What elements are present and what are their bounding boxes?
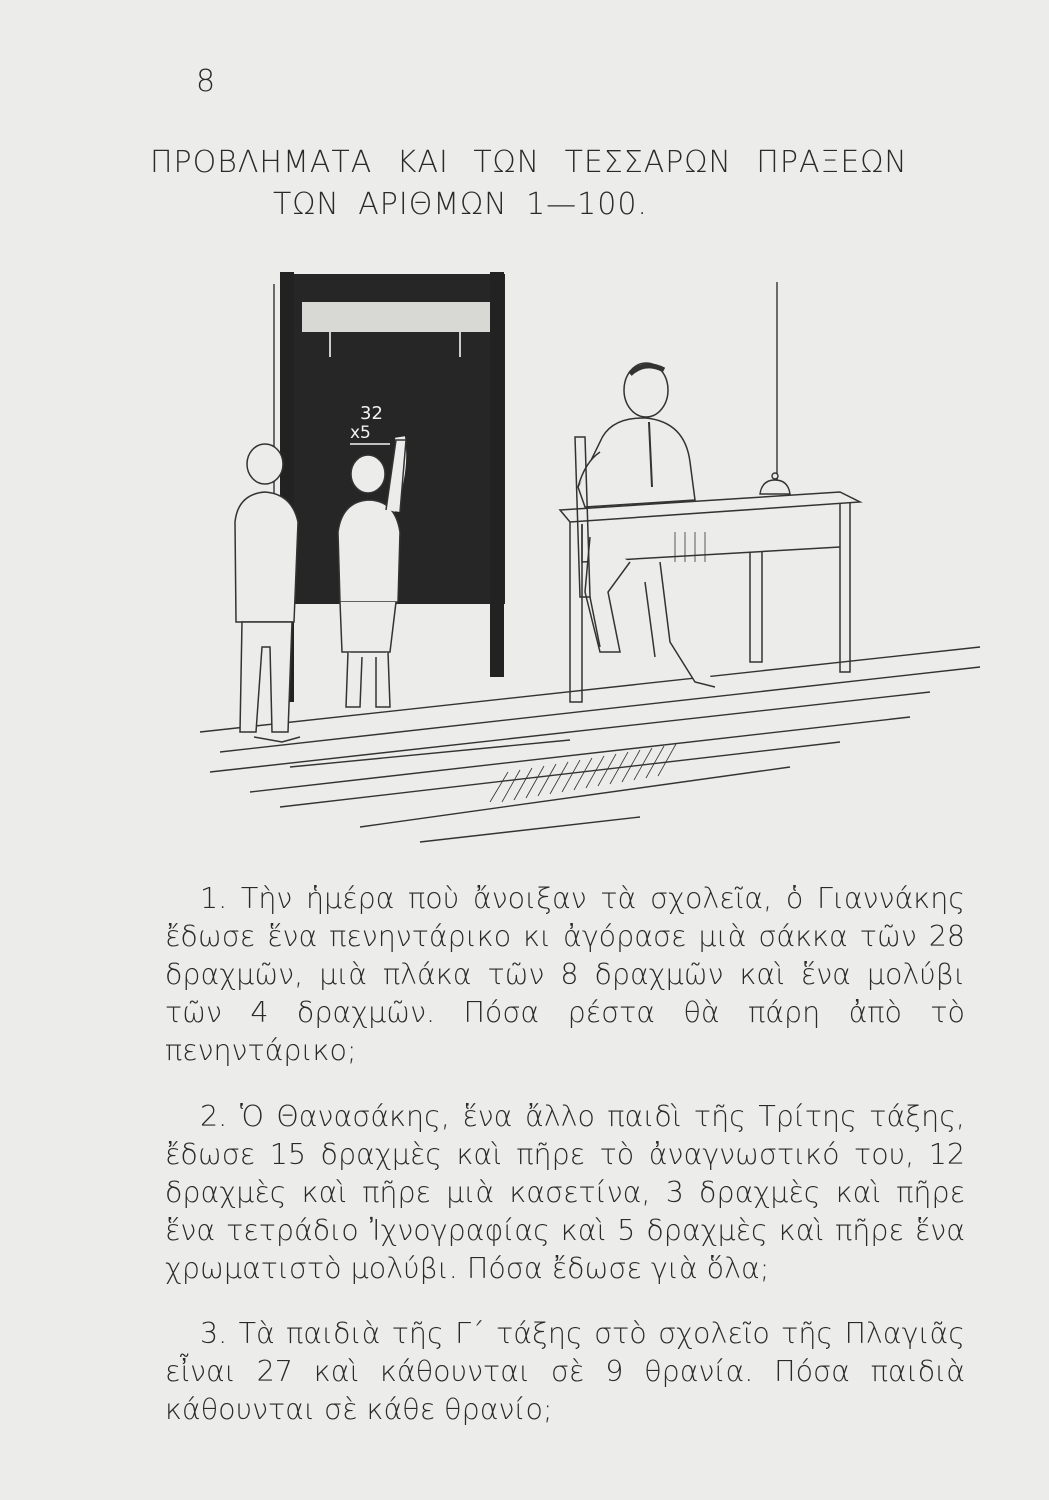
floor-shading xyxy=(490,744,676,802)
blackboard-number-top: 32 xyxy=(360,403,383,424)
desk-bell xyxy=(760,473,790,494)
problem-3 xyxy=(165,1315,965,1429)
page-title-line-2: ΤΩΝ ΑΡΙΘΜΩΝ 1—100. xyxy=(273,187,648,222)
floor-boards xyxy=(200,647,980,842)
problem-2 xyxy=(165,1098,965,1288)
problem-1 xyxy=(165,880,965,1070)
problem-3-number: 3. xyxy=(200,1317,228,1350)
page-number: 8 xyxy=(196,64,216,99)
problem-2-number: 2. xyxy=(200,1100,228,1133)
blackboard-number-bottom: x5 xyxy=(350,423,371,443)
classroom-illustration xyxy=(190,262,990,872)
problem-2-text: Ὁ Θανασάκης, ἕνα ἄλλο παιδὶ τῆς Τρίτης τάξης, ἔδωσε 15 δραχμὲς καὶ πῆρε τὸ ἀναγνωστικό του, 12 δραχμὲς καὶ πῆρε μιὰ κασετίνα, 3 δραχμὲς καὶ πῆρε ἕνα τετράδιο Ἰχνογραφίας καὶ 5 δραχμὲς καὶ πῆρε ἕνα χρωματιστὸ μολύβι. Πόσα ἔδωσε γιὰ ὅλα; xyxy=(165,1100,965,1285)
page-title-line-1: ΠΡΟΒΛΗΜΑΤΑ ΚΑΙ ΤΩΝ ΤΕΣΣΑΡΩΝ ΠΡΑΞΕΩΝ xyxy=(150,145,908,180)
problem-3-text: Τὰ παιδιὰ τῆς Γ΄ τάξης στὸ σχολεῖο τῆς Πλαγιᾶς εἶναι 27 καὶ κάθουνται σὲ 9 θρανία. Πόσα παιδιὰ κάθουνται σὲ κάθε θρανίο; xyxy=(165,1317,965,1426)
problem-1-text: Τὴν ἡμέρα ποὺ ἄνοιξαν τὰ σχολεῖα, ὁ Γιαννάκης ἔδωσε ἕνα πενηντάρικο κι ἀγόρασε μιὰ σάκκα τῶν 28 δραχμῶν, μιὰ πλάκα τῶν 8 δραχμῶν καὶ ἕνα μολύβι τῶν 4 δραχμῶν. Πόσα ρέστα θὰ πάρη ἀπὸ τὸ πενηντάρικο; xyxy=(165,882,966,1067)
page-title xyxy=(150,142,980,226)
problem-1-number: 1. xyxy=(200,882,228,915)
